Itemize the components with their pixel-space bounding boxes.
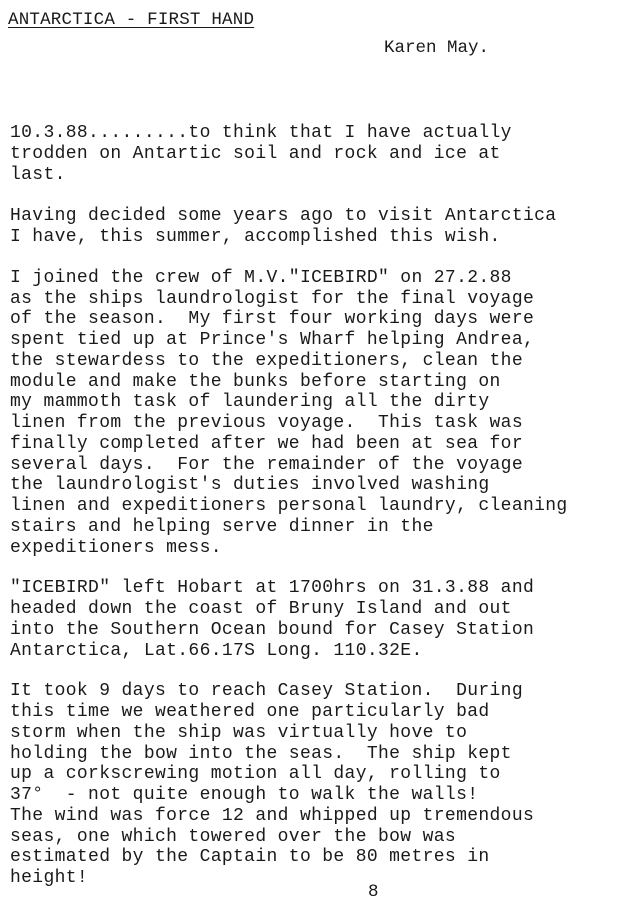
text-line: height! (10, 868, 89, 888)
text-line: Having decided some years ago to visit Antarctica (10, 206, 557, 226)
text-line: the laundrologist's duties involved washing (10, 475, 490, 495)
text-line: several days. For the remainder of the voyage (10, 455, 523, 475)
text-line: this time we weathered one particularly bad (10, 702, 490, 722)
text-line: last. (10, 165, 66, 185)
text-line: into the Southern Ocean bound for Casey Station (10, 620, 535, 640)
text-line: I joined the crew of M.V."ICEBIRD" on 27.2.88 (10, 268, 512, 288)
text-line: linen from the previous voyage. This task was (10, 413, 523, 433)
text-line: expeditioners mess. (10, 538, 222, 558)
text-line: module and make the bunks before starting on (10, 372, 501, 392)
text-line: storm when the ship was virtually hove to (10, 723, 468, 743)
text-line: the stewardess to the expeditioners, clean the (10, 351, 523, 371)
text-line: "ICEBIRD" left Hobart at 1700hrs on 31.3.88 and (10, 578, 535, 598)
text-line: 10.3.88.........to think that I have actually (10, 123, 512, 143)
text-line: headed down the coast of Bruny Island and out (10, 599, 512, 619)
page-number: 8 (368, 882, 379, 902)
text-line: trodden on Antartic soil and rock and ice at (10, 144, 501, 164)
text-line: spent tied up at Prince's Wharf helping Andrea, (10, 330, 535, 350)
document-title: ANTARCTICA - FIRST HAND (8, 10, 255, 30)
text-line: up a corkscrewing motion all day, rolling to (10, 764, 501, 784)
text-line: stairs and helping serve dinner in the (10, 517, 434, 537)
text-line: 37° - not quite enough to walk the walls! (10, 785, 479, 805)
text-line: linen and expeditioners personal laundry, cleaning (10, 496, 568, 516)
text-line: estimated by the Captain to be 80 metres in (10, 847, 490, 867)
text-line: The wind was force 12 and whipped up tremendous (10, 806, 535, 826)
text-line: my mammoth task of laundering all the dirty (10, 392, 490, 412)
text-line: Antarctica, Lat.66.17S Long. 110.32E. (10, 641, 423, 661)
text-line: It took 9 days to reach Casey Station. During (10, 681, 523, 701)
text-line: I have, this summer, accomplished this wish. (10, 227, 501, 247)
text-line: as the ships laundrologist for the final voyage (10, 289, 535, 309)
text-line: of the season. My first four working days were (10, 309, 535, 329)
author-name: Karen May. (384, 38, 490, 58)
text-line: finally completed after we had been at sea for (10, 434, 523, 454)
text-line: holding the bow into the seas. The ship kept (10, 744, 512, 764)
text-line: seas, one which towered over the bow was (10, 827, 457, 847)
